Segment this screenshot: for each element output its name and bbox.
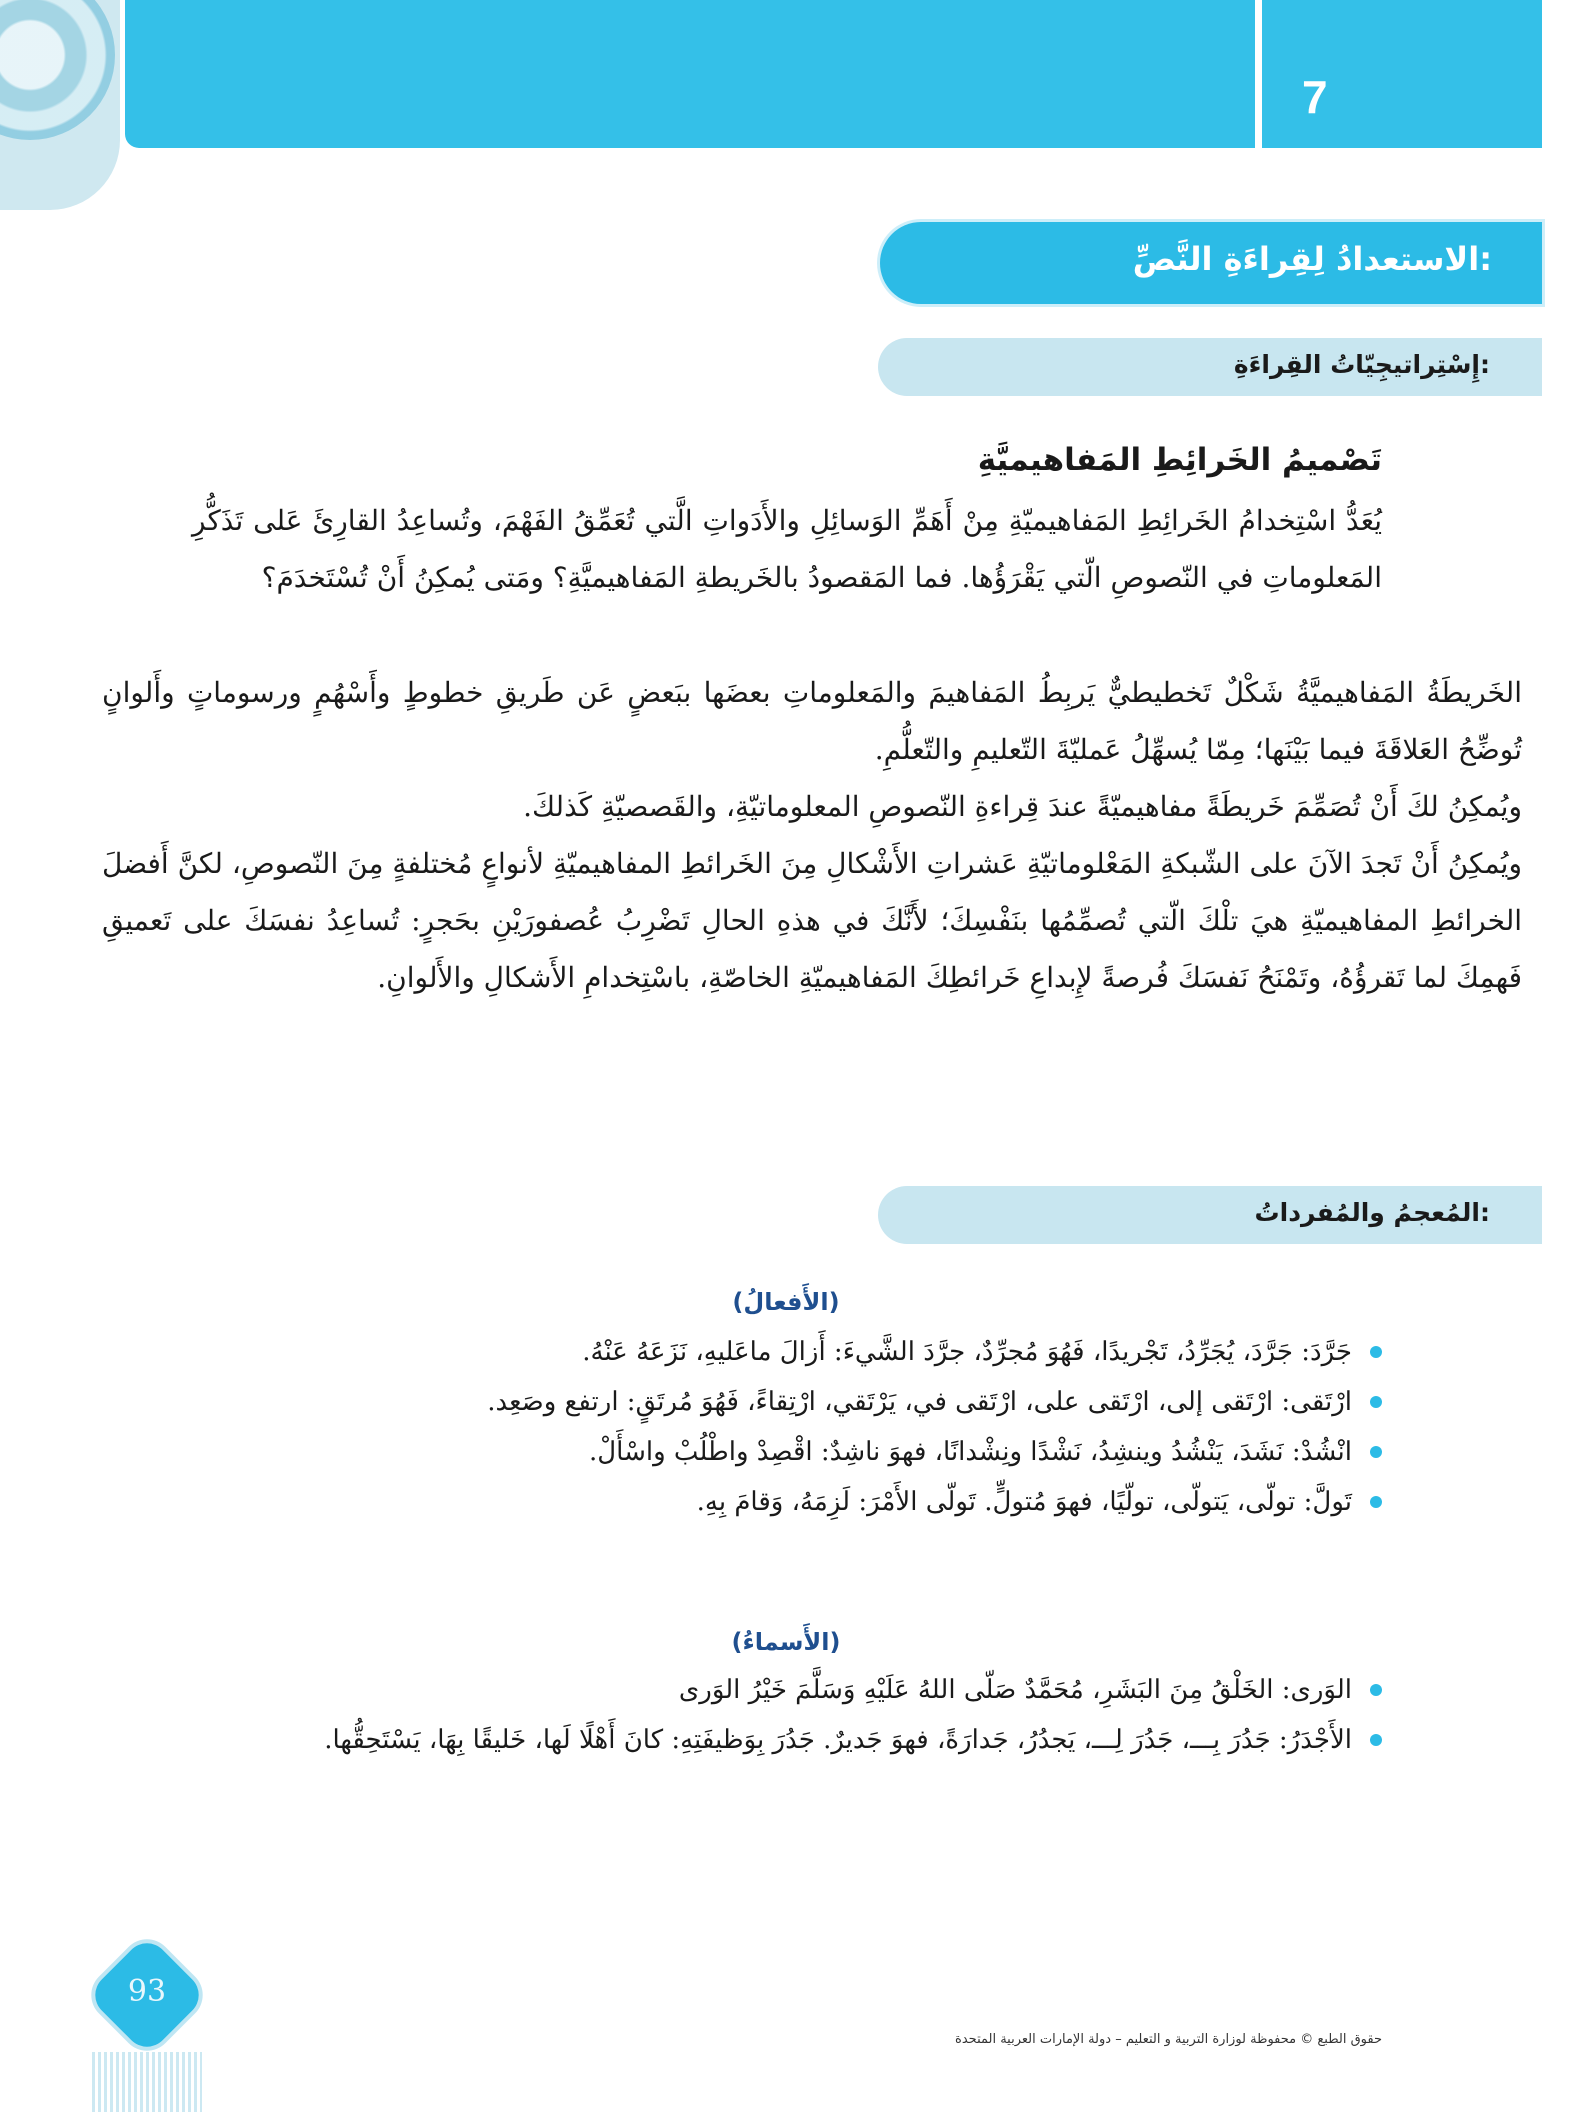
nouns-list bbox=[232, 1668, 1382, 1768]
header-banner bbox=[125, 0, 1255, 148]
footer-decoration bbox=[92, 2052, 202, 2112]
bullet-dot-icon bbox=[1370, 1446, 1382, 1458]
list-item bbox=[232, 1380, 1382, 1424]
page-number-badge bbox=[92, 1944, 202, 2054]
noun-entry: الوَرى: الخَلْقُ مِنَ البَشَرِ، مُحَمَّدٌ صَلّى اللهُ عَلَيْهِ وَسَلَّمَ خَيْرُ الوَرى bbox=[678, 1675, 1352, 1705]
corner-decoration bbox=[0, 0, 120, 210]
verbs-title: (الأَفعالُ) bbox=[732, 1288, 840, 1316]
list-item bbox=[232, 1718, 1382, 1762]
bullet-dot-icon bbox=[1370, 1346, 1382, 1358]
strategies-pill bbox=[878, 338, 1542, 396]
vocab-pill bbox=[878, 1186, 1542, 1244]
paragraph-3: ويُمكِنُ لكَ أَنْ تُصَمِّمَ خَريطَةً مفاهيميّةً عندَ قِراءةِ النّصوصِ المعلوماتيّةِ، والقَصصيّةِ كَذلكَ. bbox=[523, 790, 1522, 823]
unit-number: 7 bbox=[1302, 71, 1328, 123]
section-title-pill bbox=[880, 222, 1542, 304]
list-item bbox=[232, 1430, 1382, 1474]
decorative-ring bbox=[0, 0, 115, 140]
vocab-title: المُعجمُ والمُفرداتُ: bbox=[1254, 1198, 1490, 1227]
list-item bbox=[232, 1330, 1382, 1374]
bullet-dot-icon bbox=[1370, 1396, 1382, 1408]
unit-number-banner bbox=[1262, 0, 1542, 148]
list-item bbox=[232, 1668, 1382, 1712]
copyright-text: حقوق الطبع © محفوظة لوزارة التربية و التعليم – دولة الإمارات العربية المتحدة bbox=[955, 2032, 1382, 2047]
bullet-dot-icon bbox=[1370, 1684, 1382, 1696]
verb-entry: انْشُدْ: نَشَدَ، يَنْشُدُ وينشِدُ، نَشْدًا ونِشْدانًا، فهوَ ناشِدٌ: اقْصِدْ واطْلُبْ واسْأَلْ. bbox=[589, 1437, 1352, 1467]
bullet-dot-icon bbox=[1370, 1496, 1382, 1508]
paragraph-2: الخَريطَةُ المَفاهيميَّةُ شَكْلٌ تَخطيطيٌّ يَربِطُ المَفاهيمَ والمَعلوماتِ بعضَها ببَعضٍ عَن طَريقِ خطوطٍ وأَسْهُمٍ ورسوماتٍ وأَلوانٍ تُوضِّحُ العَلاقَةَ فيما بَيْنَها؛ مِمّا يُسهِّلُ عَمليّةَ التّعليمِ والتّعلُّمِ. bbox=[102, 676, 1522, 766]
verb-entry: ارْتَقى: ارْتَقى إلى، ارْتَقى على، ارْتَقى في، يَرْتَقي، ارْتِقاءً، فَهُوَ مُرتَقٍ: ارتفع وصَعِد. bbox=[487, 1387, 1352, 1417]
section-title: الاستعدادُ لِقِراءَةِ النَّصِّ: bbox=[1132, 240, 1492, 278]
verb-entry: جَرَّدَ: جَرَّدَ، يُجَرِّدُ، تَجْريدًا، فَهُوَ مُجرِّدٌ، جرَّدَ الشَّيءَ: أَزالَ ماعَليهِ، نَزَعَهُ عَنْهُ. bbox=[582, 1337, 1352, 1367]
list-item bbox=[232, 1480, 1382, 1524]
strategies-title: إِسْتِراتيجِيّاتُ القِراءَةِ: bbox=[1233, 350, 1490, 379]
verbs-list bbox=[232, 1330, 1382, 1530]
verb-entry: تَولَّ: تولّى، يَتولّى، تولّيًا، فهوَ مُتولٍّ. تَولّى الأَمْرَ: لَزِمَهُ، وَقامَ بِهِ. bbox=[696, 1487, 1352, 1517]
paragraph-1: يُعَدُّ اسْتِخدامُ الخَرائِطِ المَفاهيميّةِ مِنْ أَهَمِّ الوَسائِلِ والأَدَواتِ الَّتي تُعَمِّقُ الفَهْمَ، وتُساعِدُ القارِئَ عَلى تَذَكُّرِ المَعلوماتِ في النّصوصِ الّتي يَقْرَؤُها. فما المَقصودُ بالخَريطةِ المَفاهيميَّةِ؟ ومَتى يُمكِنُ أَنْ تُسْتَخدَمَ؟ bbox=[192, 504, 1382, 594]
noun-entry: الأَجْدَرُ: جَدُرَ بِـــ، جَدُرَ لِـــ، يَجدُرُ، جَدارَةً، فهوَ جَديرٌ. جَدُرَ بِوَظيفَتِهِ: كانَ أَهْلًا لَها، خَليقًا بِهَا، يَسْتَحِقُّها. bbox=[324, 1725, 1352, 1755]
nouns-title: (الأَسماءُ) bbox=[731, 1628, 841, 1656]
bullet-dot-icon bbox=[1370, 1734, 1382, 1746]
page-number: 93 bbox=[127, 1974, 167, 2009]
paragraph-4: ويُمكِنُ أَنْ تَجدَ الآنَ على الشّبكةِ المَعْلوماتيّةِ عَشراتِ الأَشْكالِ مِنَ الخَرائطِ المفاهيميّةِ لأنواعٍ مُختلفةٍ مِنَ النّصوصِ، لكنَّ أَفضلَ الخرائطِ المفاهيميّةِ هيَ تلْكَ الّتي تُصمِّمُها بنَفْسِكَ؛ لأَنَّكَ في هذهِ الحالِ تَضْرِبُ عُصفورَيْنِ بحَجرٍ: تُساعِدُ نفسَكَ على تَعميقِ فَهمِكَ لما تَقرؤُهُ، وتَمْنَحُ نَفسَكَ فُرصةً لإِبداعِ خَرائطِكَ المَفاهيميّةِ الخاصّةِ، باسْتِخدامِ الأَشكالِ والأَلوانِ. bbox=[102, 847, 1522, 994]
article-heading: تَصْميمُ الخَرائِطِ المَفاهيميَّةِ bbox=[977, 442, 1382, 478]
